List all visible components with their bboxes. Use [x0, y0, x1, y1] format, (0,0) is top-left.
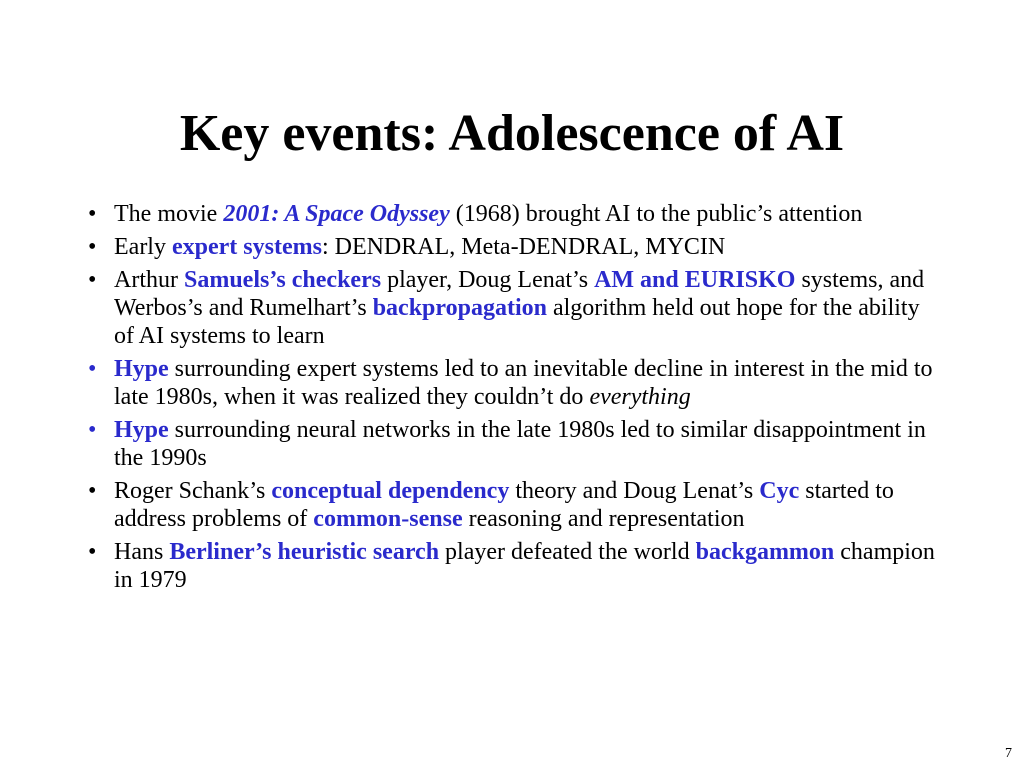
bullet-item-common-sense	[88, 477, 938, 533]
bullet-item-hype-expert	[88, 355, 938, 411]
italic-term: everything	[589, 384, 691, 410]
highlight-term: backgammon	[695, 539, 835, 565]
bullet-text: started to address problems of	[114, 478, 894, 532]
highlight-term: Hype	[114, 356, 169, 382]
bullet-item-movie	[88, 200, 938, 228]
bullet-text: The movie	[114, 201, 224, 227]
bullet-marker: •	[88, 234, 97, 260]
bullet-text: Roger Schank’s	[114, 478, 272, 504]
highlight-term: Samuels’s checkers	[183, 267, 382, 293]
bullet-text: Early	[114, 234, 172, 260]
bullet-item-learning	[88, 266, 938, 350]
bullet-marker: •	[88, 539, 97, 565]
highlight-term: AM and EURISKO	[594, 267, 796, 293]
highlight-term: conceptual dependency	[271, 478, 510, 504]
bullet-text: player, Doug Lenat’s	[381, 267, 595, 293]
bullet-text: player defeated the world	[439, 539, 696, 565]
bullet-item-hype-neural	[88, 416, 938, 472]
bullet-marker: •	[88, 417, 97, 443]
highlight-term: expert systems	[171, 234, 322, 260]
bullet-item-backgammon	[88, 538, 938, 594]
bullet-text: (1968) brought AI to the public’s attention	[449, 201, 863, 227]
bullet-text: Arthur	[114, 267, 184, 293]
bullet-text: algorithm held out hope for the ability of AI systems to learn	[114, 295, 920, 349]
bullet-list	[88, 200, 938, 599]
highlight-term: 2001: A Space Odyssey	[223, 201, 450, 227]
bullet-text: theory and Doug Lenat’s	[509, 478, 760, 504]
page-number: 7	[1005, 746, 1012, 761]
bullet-text: : DENDRAL, Meta-DENDRAL, MYCIN	[321, 234, 726, 260]
bullet-text: reasoning and representation	[462, 506, 745, 532]
highlight-term: Cyc	[759, 478, 800, 504]
highlight-term: Berliner’s heuristic search	[169, 539, 440, 565]
bullet-text: Hans	[114, 539, 170, 565]
bullet-marker: •	[88, 356, 97, 382]
highlight-term: common-sense	[313, 506, 463, 532]
bullet-item-expert-systems	[88, 233, 938, 261]
bullet-marker: •	[88, 478, 97, 504]
highlight-term: Hype	[114, 417, 169, 443]
slide-title: Key events: Adolescence of AI	[179, 105, 845, 162]
bullet-text: surrounding neural networks in the late 1980s led to similar disappointment in the 1990s	[114, 417, 926, 471]
bullet-text: surrounding expert systems led to an inevitable decline in interest in the mid to late 1980s, when it was realized they couldn’t do	[114, 356, 933, 410]
bullet-marker: •	[88, 267, 97, 293]
bullet-text: systems, and Werbos’s and Rumelhart’s	[114, 267, 925, 321]
bullet-marker: •	[88, 201, 97, 227]
highlight-term: backpropagation	[372, 295, 547, 321]
bullet-text: champion in 1979	[114, 539, 935, 593]
